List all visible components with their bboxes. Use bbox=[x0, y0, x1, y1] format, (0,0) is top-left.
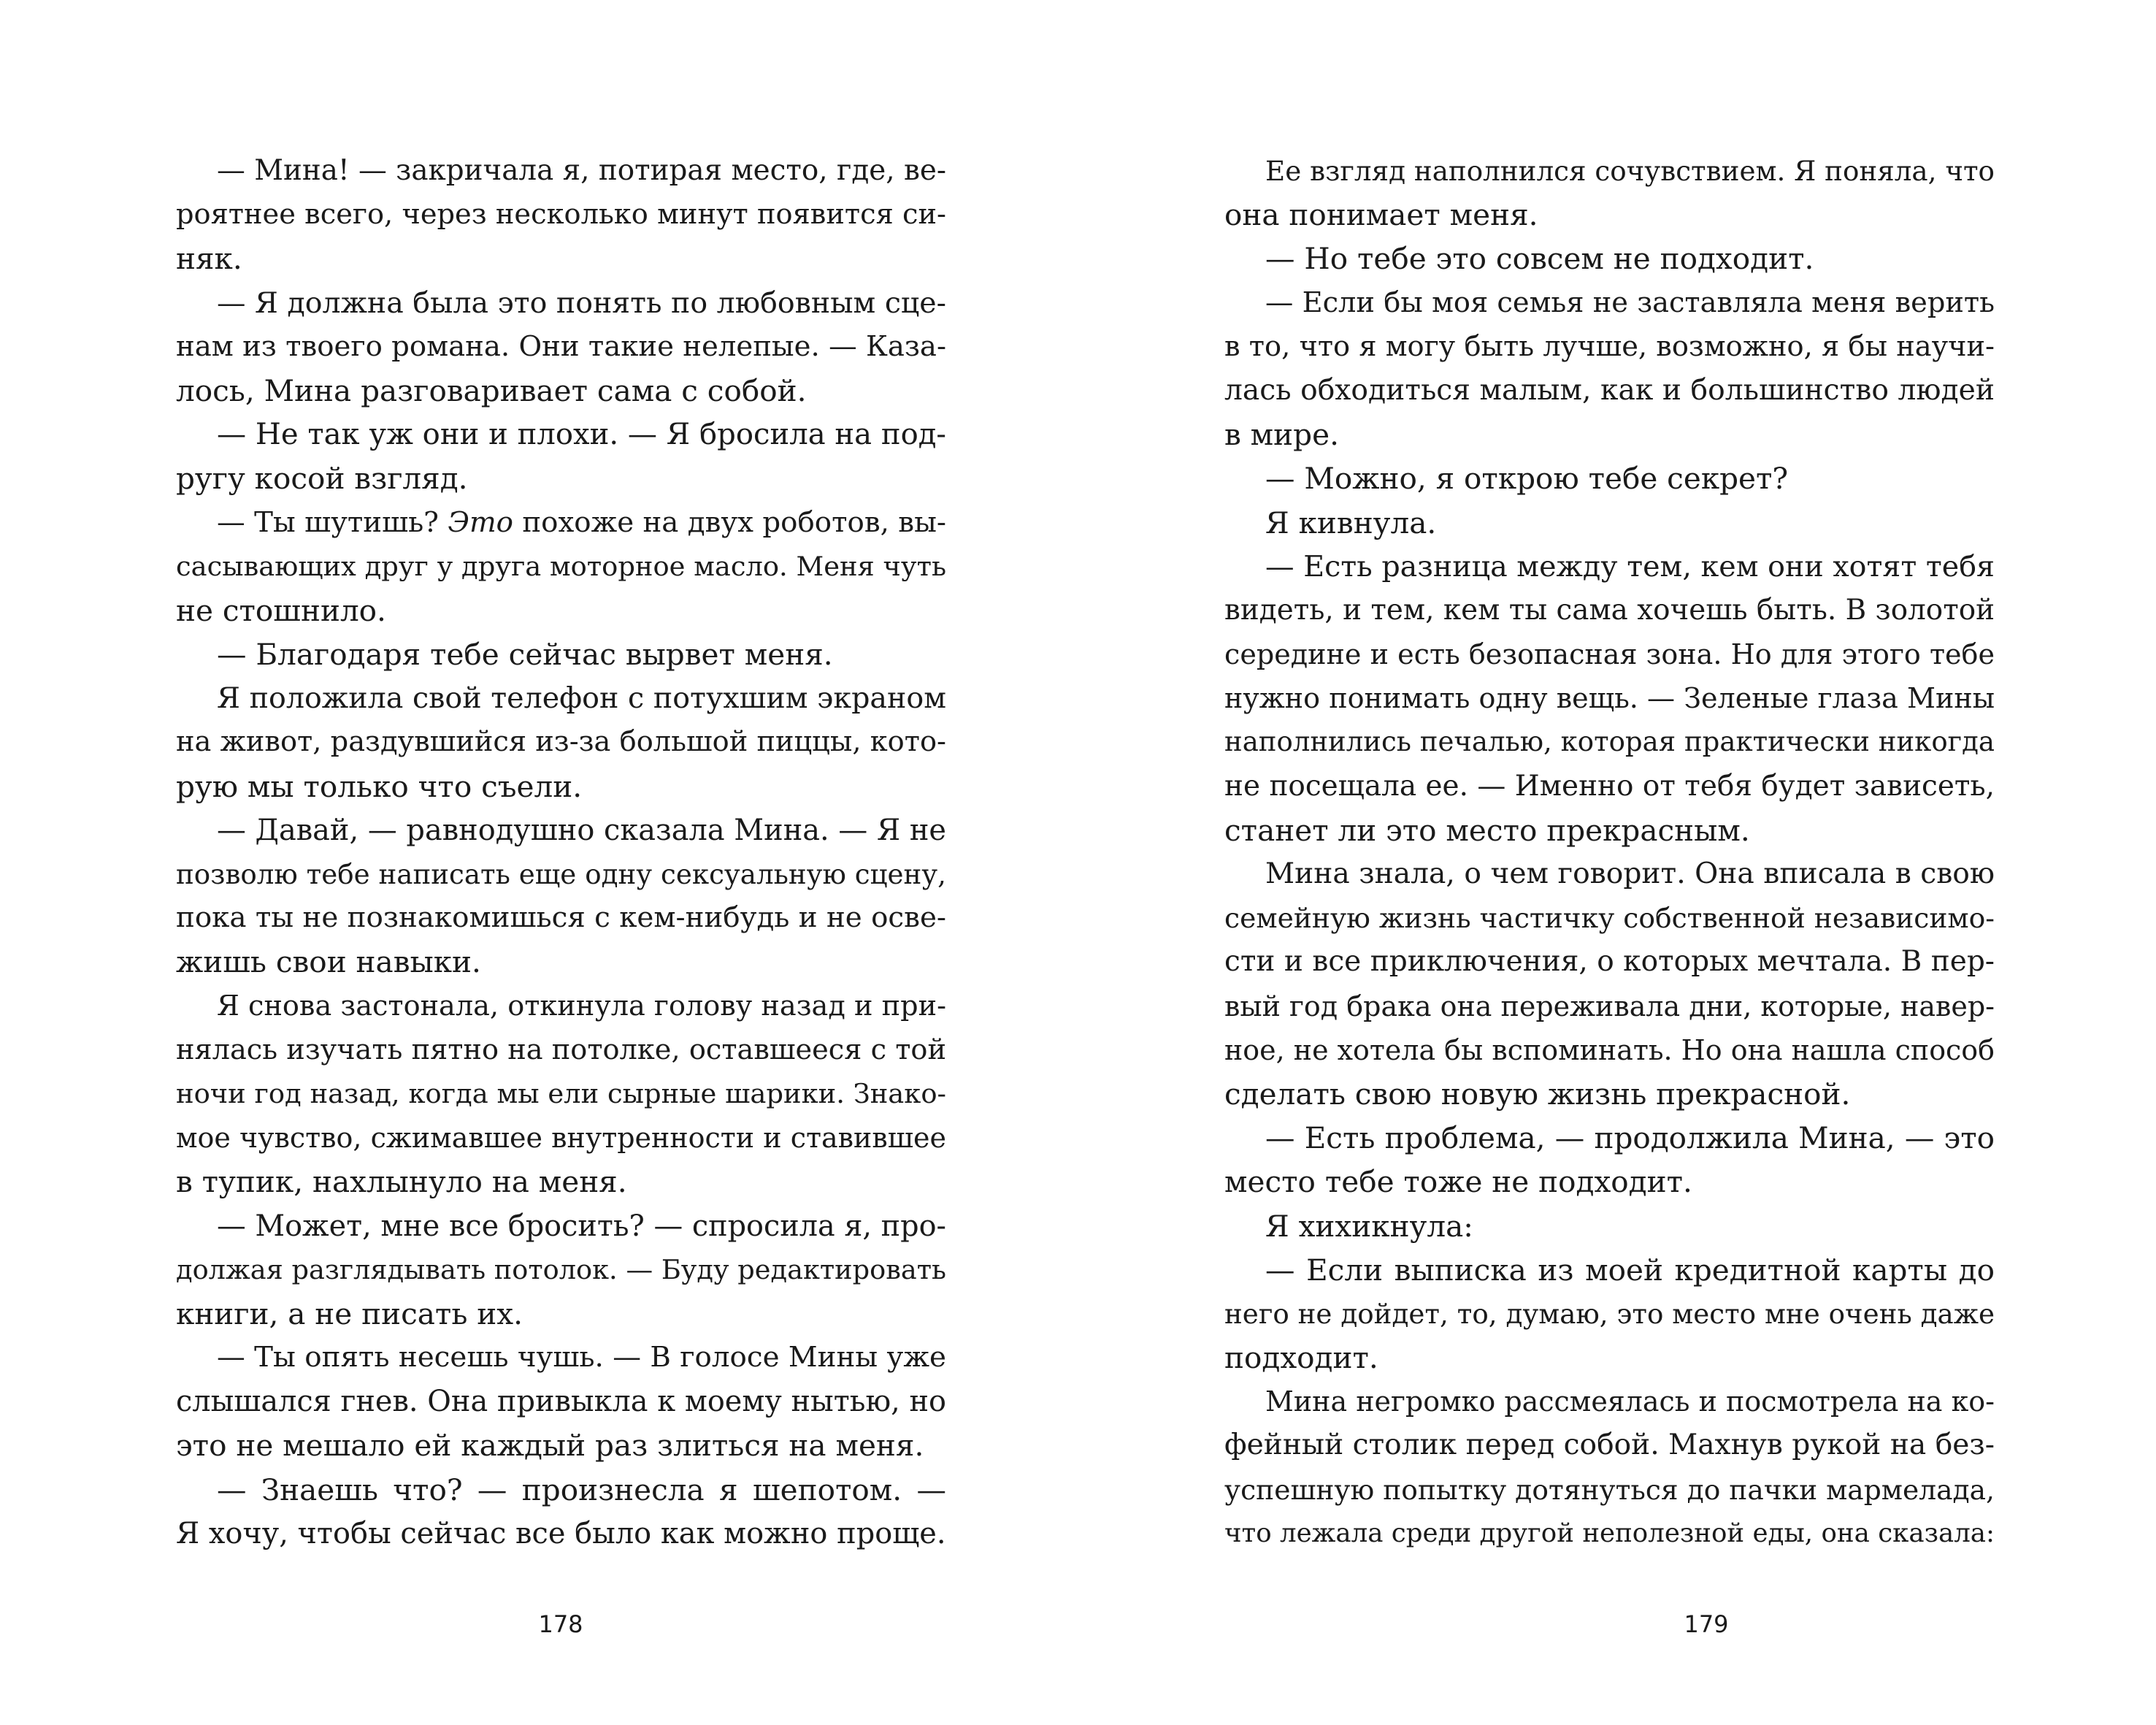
text-line: мое чувство, сжимавшее внутренности и ставившее bbox=[176, 1122, 946, 1155]
text-line: Мина знала, о чем говорит. Она вписала в свою bbox=[1265, 857, 1995, 890]
text-line: сасывающих друг у друга моторное масло. Меня чуть bbox=[176, 550, 946, 582]
text-line: — Знаешь что? — произнесла я шепотом. — bbox=[217, 1472, 946, 1507]
text-line: слышался гнев. Она привыкла к моему нытью, но bbox=[176, 1385, 946, 1419]
text-line: на живот, раздувшийся из-за большой пиццы, кото- bbox=[176, 725, 946, 759]
text-line: Я хихикнула: bbox=[1265, 1208, 1473, 1244]
text-line: — Есть проблема, — продолжила Мина, — это bbox=[1265, 1120, 1995, 1156]
italic-emphasis: Это bbox=[448, 505, 513, 539]
text-line: нужно понимать одну вещь. — Зеленые глаза Мины bbox=[1224, 682, 1995, 715]
text-line: должая разглядывать потолок. — Буду редактировать bbox=[176, 1253, 946, 1285]
text-line: ругу косой взгляд. bbox=[176, 461, 468, 497]
text-line: в то, что я могу быть лучше, возможно, я бы научи- bbox=[1224, 329, 1995, 363]
text-line: нам из твоего романа. Они такие нелепые. — Каза- bbox=[176, 329, 946, 363]
text-line: наполнились печалью, которая практически никогда bbox=[1224, 726, 1995, 758]
text-line: — Ты шутишь? Это похоже на двух роботов, вы- bbox=[217, 505, 947, 539]
text-line: Я хочу, чтобы сейчас все было как можно проще. bbox=[176, 1516, 946, 1550]
text-line: — Может, мне все бросить? — спросила я, про- bbox=[217, 1209, 946, 1243]
text-line: семейную жизнь частичку собственной независимо- bbox=[1224, 902, 1995, 935]
text-line: ное, не хотела бы вспоминать. Но она нашла способ bbox=[1224, 1033, 1995, 1066]
text-line: она понимает меня. bbox=[1224, 197, 1538, 233]
text-line: что лежала среди другой неполезной еды, она сказала: bbox=[1224, 1518, 1995, 1548]
text-line: пока ты не познакомишься с кем-нибудь и не осве- bbox=[176, 901, 946, 935]
text-line: фейный столик перед собой. Махнув рукой на без- bbox=[1224, 1428, 1995, 1462]
text-line: — Мина! — закричала я, потирая место, где, ве- bbox=[217, 154, 946, 187]
text-line: — Не так уж они и плохи. — Я бросила на под- bbox=[217, 418, 946, 452]
text-line: нялась изучать пятно на потолке, оставшееся с той bbox=[176, 1033, 946, 1066]
text-line: в тупик, нахлынуло на меня. bbox=[176, 1164, 627, 1200]
text-line: — Можно, я открою тебе секрет? bbox=[1265, 461, 1789, 497]
text-line: книги, а не писать их. bbox=[176, 1296, 523, 1331]
text-line: не стошнило. bbox=[176, 592, 386, 628]
text-line: видеть, и тем, кем ты сама хочешь быть. В золотой bbox=[1224, 593, 1995, 627]
text-line: Я снова застонала, откинула голову назад и при- bbox=[217, 990, 946, 1022]
text-line: место тебе тоже не подходит. bbox=[1224, 1164, 1692, 1200]
text-line: сти и все приключения, о которых мечтала. В пер- bbox=[1224, 945, 1995, 979]
left-page-number: 178 bbox=[538, 1610, 583, 1638]
text-line: Я положила свой телефон с потухшим экраном bbox=[217, 681, 946, 716]
text-line: рую мы только что съели. bbox=[176, 768, 583, 804]
text-line: — Если бы моя семья не заставляла меня верить bbox=[1265, 286, 1995, 319]
text-line: не посещала ее. — Именно от тебя будет зависеть, bbox=[1224, 769, 1995, 803]
text-line: ночи год назад, когда мы ели сырные шарики. Знако- bbox=[176, 1077, 946, 1109]
text-line: вый год брака она переживала дни, которые, навер- bbox=[1224, 990, 1995, 1022]
text-line: няк. bbox=[176, 241, 242, 277]
text-line: лось, Мина разговаривает сама с собой. bbox=[176, 372, 807, 408]
text-line: станет ли это место прекрасным. bbox=[1224, 812, 1750, 848]
text-line: Мина негромко рассмеялась и посмотрела на ко- bbox=[1265, 1385, 1995, 1418]
text-line: — Ты опять несешь чушь. — В голосе Мины уже bbox=[217, 1341, 946, 1374]
text-line: в мире. bbox=[1224, 417, 1339, 453]
right-page bbox=[1078, 0, 2156, 1725]
text-line: сделать свою новую жизнь прекрасной. bbox=[1224, 1076, 1851, 1112]
text-line: него не дойдет, то, думаю, это место мне очень даже bbox=[1224, 1297, 1995, 1330]
text-line: это не мешало ей каждый раз злиться на меня. bbox=[176, 1428, 924, 1464]
right-page-number: 179 bbox=[1684, 1610, 1729, 1638]
text-line: лась обходиться малым, как и большинство людей bbox=[1224, 373, 1995, 407]
text-line: — Я должна была это понять по любовным сце- bbox=[217, 286, 946, 320]
text-line: — Если выписка из моей кредитной карты до bbox=[1265, 1252, 1995, 1288]
left-page-text bbox=[176, 149, 946, 1556]
text-line: — Благодаря тебе сейчас вырвет меня. bbox=[217, 637, 833, 673]
text-line: — Есть разница между тем, кем они хотят тебя bbox=[1265, 549, 1995, 584]
text-line: подходит. bbox=[1224, 1340, 1378, 1376]
text-line: середине и есть безопасная зона. Но для этого тебе bbox=[1224, 638, 1995, 671]
right-page-text bbox=[1224, 149, 1995, 1556]
text-line: роятнее всего, через несколько минут появится си- bbox=[176, 198, 946, 232]
text-line: Я кивнула. bbox=[1265, 505, 1437, 540]
text-line: — Давай, — равнодушно сказала Мина. — Я не bbox=[217, 813, 946, 847]
text-line: Ее взгляд наполнился сочувствием. Я поняла, что bbox=[1265, 155, 1995, 187]
text-line: — Но тебе это совсем не подходит. bbox=[1265, 241, 1814, 277]
text-line: успешную попытку дотянуться до пачки мармелада, bbox=[1224, 1473, 1995, 1506]
text-line: позволю тебе написать еще одну сексуальную сцену, bbox=[176, 858, 946, 890]
text-line: жишь свои навыки. bbox=[176, 944, 481, 980]
